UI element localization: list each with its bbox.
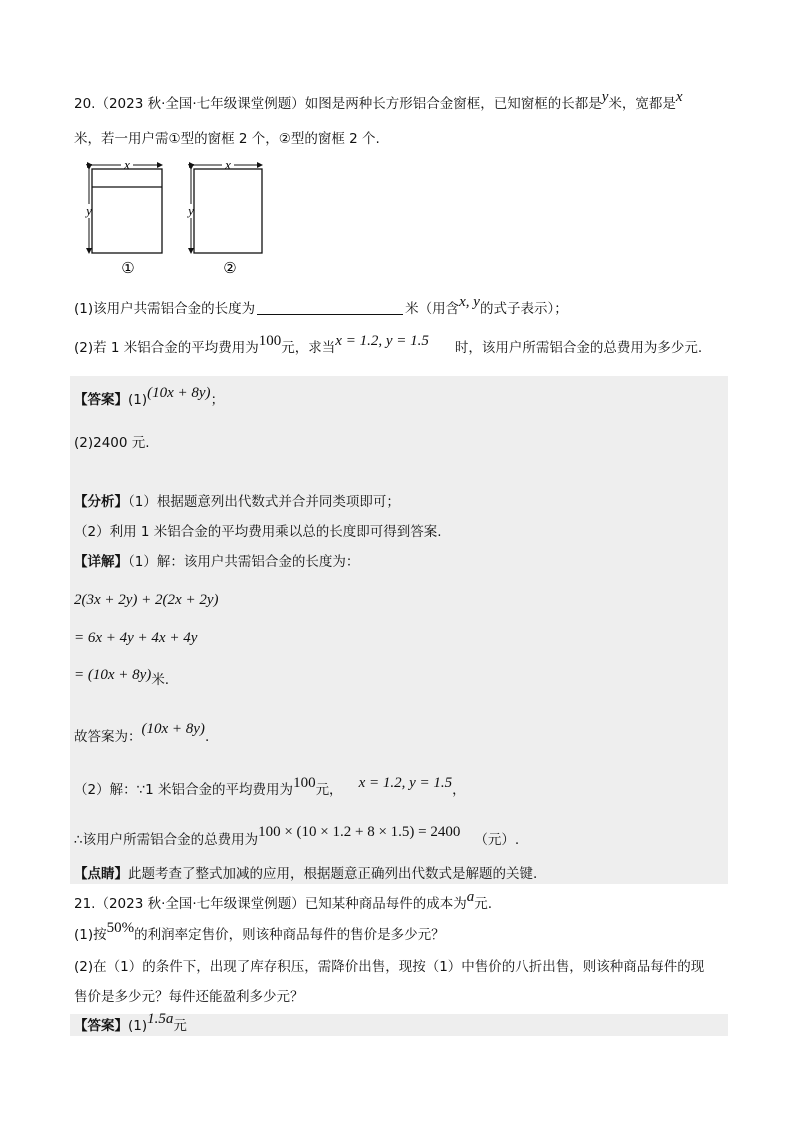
q20-therefore xyxy=(74,822,520,848)
eq3-expr: = (10x + 8y) xyxy=(74,667,152,683)
q20-therefore-expr: 100 × (10 × 1.2 + 8 × 1.5) = 2400 xyxy=(258,824,461,840)
q20-comment-text: 此题考查了整式加减的应用，根据题意正确列出代数式是解题的关键. xyxy=(128,866,538,882)
eq1-expr: 2(3x + 2y) + 2(2x + 2y) xyxy=(74,592,219,608)
frame2-label: ② xyxy=(223,261,237,277)
q20-part1-b: 米（用含 xyxy=(405,301,460,317)
q20-part2-val: 100 xyxy=(258,333,282,349)
q20-part2-c: 时，该用户所需铝合金的总费用为多少元. xyxy=(454,340,703,356)
q20-detail-tag: 【详解】 xyxy=(74,554,128,570)
eq3-unit: 米. xyxy=(151,672,170,688)
frame1-y-label: y xyxy=(86,203,92,218)
q20-var-x: x xyxy=(675,89,683,105)
q20-part1 xyxy=(74,294,568,319)
q20-detail2 xyxy=(74,773,466,798)
q21-part1 xyxy=(74,920,445,945)
q20-analysis2: （2）利用 1 米铝合金的平均费用乘以总的长度即可得到答案. xyxy=(74,524,442,540)
q20-final-b: . xyxy=(204,729,210,745)
q20-answer-line2 xyxy=(74,433,150,453)
q20-stem-b: 米，宽都是 xyxy=(608,96,676,112)
q20-eq3 xyxy=(74,665,170,688)
q20-stem-line1 xyxy=(74,89,683,114)
q20-eq1 xyxy=(74,590,218,610)
frame1-x-label: x xyxy=(124,157,130,172)
q21-var-a: a xyxy=(466,889,475,905)
frame-type-2 xyxy=(185,157,262,277)
q20-stem-c: 米，若一用户需①型的窗框 2 个，②型的窗框 2 个. xyxy=(74,131,380,147)
q20-final-answer xyxy=(74,719,210,745)
q20-stem-line2 xyxy=(74,129,380,149)
q21-part2-line2 xyxy=(74,987,304,1007)
q20-stem-a: 20.（2023 秋·全国·七年级课堂例题）如图是两种长方形铝合金窗框，已知窗框的长都是 xyxy=(74,96,602,112)
q20-var-y: y xyxy=(601,89,609,105)
q20-detail1: （1）解：该用户共需铝合金的长度为： xyxy=(128,554,360,570)
q21-answer xyxy=(74,1011,187,1036)
q21-answer1-pre: (1) xyxy=(128,1018,148,1034)
frame1-label: ① xyxy=(121,261,135,277)
q21-answer-tag: 【答案】 xyxy=(74,1018,128,1034)
q21-part1-pct: 50% xyxy=(106,920,135,936)
q20-answer1-post: ； xyxy=(210,392,225,408)
q21-part2-line1 xyxy=(74,957,704,977)
q21-stem-b: 元. xyxy=(474,896,492,912)
q20-analysis-line2 xyxy=(74,522,442,542)
q21-part1-a: (1)按 xyxy=(74,927,107,943)
q20-answer-tag: 【答案】 xyxy=(74,392,128,408)
q21-answer1-post: 元 xyxy=(173,1018,187,1034)
frame2-y-label: y xyxy=(188,203,194,218)
q20-answer2: (2)2400 元. xyxy=(74,435,150,451)
q20-therefore-a: ∴该用户所需铝合金的总费用为 xyxy=(74,832,259,848)
q20-comment xyxy=(74,864,537,884)
q20-part2-cond: x = 1.2, y = 1.5 xyxy=(335,333,429,349)
q20-part2 xyxy=(74,333,703,358)
q20-analysis-tag: 【分析】 xyxy=(74,494,128,510)
frame2-x-label: x xyxy=(225,157,231,172)
q20-eq2 xyxy=(74,628,197,648)
q20-final-expr: (10x + 8y) xyxy=(141,721,205,737)
q20-answer1-expr: (10x + 8y) xyxy=(147,385,211,401)
q20-answer-line1 xyxy=(74,385,225,410)
frame-type-1 xyxy=(83,157,162,277)
q20-detail2-a: （2）解：∵1 米铝合金的平均费用为 xyxy=(74,782,294,798)
q20-detail-line1 xyxy=(74,552,359,572)
q20-detail2-cond: x = 1.2, y = 1.5 xyxy=(358,775,453,791)
q20-answer1-pre: (1) xyxy=(128,392,148,408)
eq2-expr: = 6x + 4y + 4x + 4y xyxy=(74,630,198,646)
q21-part2-line2-text: 售价是多少元？每件还能盈利多少元？ xyxy=(74,989,304,1005)
q20-part2-b: 元，求当 xyxy=(281,340,336,356)
q20-part1-vars: x, y xyxy=(459,294,480,310)
q21-stem xyxy=(74,889,492,914)
q21-answer1-expr: 1.5a xyxy=(147,1011,174,1027)
q20-detail2-b: 元， xyxy=(315,782,343,798)
q21-part2-line1-text: (2)在（1）的条件下，出现了库存积压，需降价出售，现按（1）中售价的八折出售，则该种商品每件的现 xyxy=(74,959,705,975)
q20-detail2-c: ， xyxy=(452,782,466,798)
q21-part1-b: 的利润率定售价，则该种商品每件的售价是多少元？ xyxy=(134,927,445,943)
q20-part2-a: (2)若 1 米铝合金的平均费用为 xyxy=(74,340,259,356)
q20-detail2-val: 100 xyxy=(293,775,316,791)
q20-analysis-line1 xyxy=(74,492,400,512)
q20-final-a: 故答案为： xyxy=(74,729,142,745)
window-frames-figure xyxy=(70,152,270,284)
q20-comment-tag: 【点睛】 xyxy=(74,866,128,882)
answer-blank xyxy=(257,300,403,315)
q20-part1-a: (1)该用户共需铝合金的长度为 xyxy=(74,301,256,317)
q21-stem-a: 21.（2023 秋·全国·七年级课堂例题）已知某种商品每件的成本为 xyxy=(74,896,467,912)
q20-therefore-b: （元）. xyxy=(474,832,520,848)
q20-part1-c: 的式子表示）； xyxy=(479,301,568,317)
q20-analysis1: （1）根据题意列出代数式并合并同类项即可； xyxy=(128,494,400,510)
